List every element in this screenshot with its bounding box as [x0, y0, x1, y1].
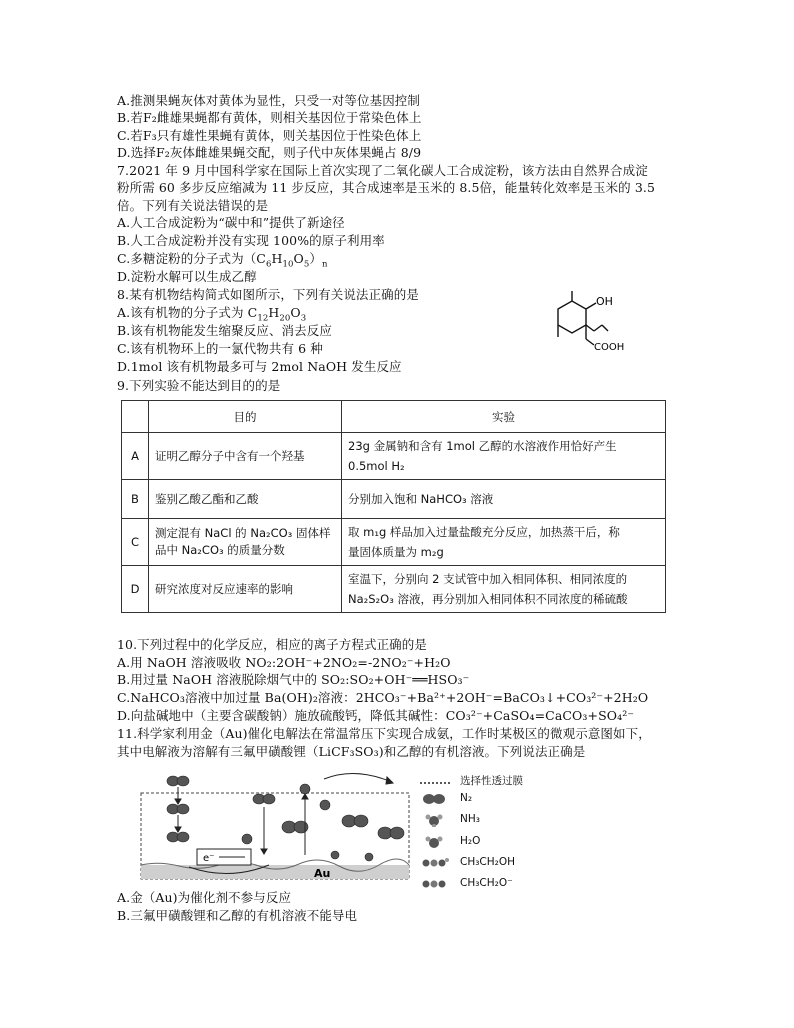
legend-ethoxide: CH₃CH₂O⁻ — [460, 877, 513, 889]
q6-option-b: B.若F₂雌雄果蝇都有黄体，则相关基因位于常染色体上 — [117, 110, 422, 125]
legend-h2o: H₂O — [460, 835, 481, 847]
row-target: 研究浓度对反应速率的影响 — [149, 566, 342, 613]
q8-option-d: D.1mol 该有机物最多可与 2mol NaOH 发生反应 — [117, 359, 402, 374]
table-header-row — [122, 401, 666, 433]
q10-stem: 10.下列过程中的化学反应，相应的离子方程式正确的是 — [117, 637, 427, 652]
nh3-legend-icon — [420, 813, 450, 830]
q10-option-b: B.用过量 NaOH 溶液脱除烟气中的 SO₂:SO₂+OH⁻══HSO₃⁻ — [117, 672, 470, 687]
q8-structure-diagram — [536, 287, 636, 357]
q6-option-d: D.选择F₂灰体雌雄果蝇交配，则子代中灰体果蝇占 8/9 — [117, 145, 422, 160]
q7-option-d: D.淀粉水解可以生成乙醇 — [117, 269, 257, 284]
cooh-label: COOH — [594, 342, 625, 353]
q7-option-a: A.人工合成淀粉为“碳中和”提供了新途径 — [117, 215, 345, 230]
q11-stem-1: 11.科学家利用金（Au)催化电解法在常温常压下实现合成氨，工作时某极区的微观示意图如下， — [117, 726, 651, 741]
table-row — [122, 480, 666, 519]
table-header-blank — [122, 401, 149, 433]
q10-option-c: C.NaHCO₃溶液中加过量 Ba(OH)₂溶液：2HCO₃⁻+Ba²⁺+2OH⁻=BaCO₃↓+CO₃²⁻+2H₂O — [117, 690, 649, 705]
q10-option-d: D.向盐碱地中（主要含碳酸钠）施放硫酸钙，降低其碱性：CO₃²⁻+CaSO₄=CaCO₃+SO₄²⁻ — [117, 708, 635, 723]
ethoxide-legend-icon — [420, 878, 450, 893]
table-header-exp: 实验 — [342, 401, 666, 433]
h2o-legend-icon — [420, 835, 450, 852]
q11-option-a: A.金（Au)为催化剂不参与反应 — [117, 890, 292, 905]
row-target: 测定混有 NaCl 的 Na₂CO₃ 固体样品中 Na₂CO₃ 的质量分数 — [149, 519, 342, 566]
row-experiment: 分别加入饱和 NaHCO₃ 溶液 — [342, 480, 666, 519]
q8-option-c: C.该有机物环上的一氯代物共有 6 种 — [117, 341, 323, 356]
q6-option-a: A.推测果蝇灰体对黄体为显性，只受一对等位基因控制 — [117, 93, 421, 108]
q6-option-c: C.若F₃只有雄性果蝇有黄体，则关基因位于性染色体上 — [117, 128, 422, 143]
q11-stem-2: 其中电解液为溶解有三氟甲磺酸锂（LiCF₃SO₃)和乙醇的有机溶液。下列说法正确是 — [117, 744, 586, 759]
table-row — [122, 566, 666, 613]
legend-nh3: NH₃ — [460, 813, 480, 825]
table-row — [122, 519, 666, 566]
q8-option-b: B.该有机物能发生缩聚反应、消去反应 — [117, 323, 332, 338]
table-row — [122, 433, 666, 480]
q7-stem-3: 倍。下列有关说法错误的是 — [117, 198, 269, 213]
legend-membrane: 选择性透过膜 — [460, 775, 523, 787]
q8-stem: 8.某有机物结构简式如图所示，下列有关说法正确的是 — [117, 287, 419, 302]
q7-option-b: B.人工合成淀粉并没有实现 100%的原子利用率 — [117, 233, 385, 248]
q9-table — [121, 400, 666, 613]
row-target: 鉴别乙酸乙酯和乙酸 — [149, 480, 342, 519]
q8-option-a: A.该有机物的分子式为 $C_{12}H_{20}O_3$ — [117, 305, 307, 324]
q7-stem-2: 粉所需 60 多步反应缩减为 11 步反应，其合成速率是玉米的 8.5倍，能量转化效率是玉米的 3.5 — [117, 180, 656, 195]
row-option: B — [122, 480, 149, 519]
au-electrode-label: Au — [314, 867, 331, 880]
row-option: C — [122, 519, 149, 566]
q7-stem-1: 7.2021 年 9 月中国科学家在国际上首次实现了二氧化碳人工合成淀粉，该方法由自然界合成淀 — [117, 163, 648, 178]
membrane-legend-icon — [420, 777, 450, 789]
ethanol-legend-icon — [420, 857, 450, 872]
row-experiment: 取 m₁g 样品加入过量盐酸充分反应，加热蒸干后，称 量固体质量为 m₂g — [342, 519, 666, 566]
q7-option-c: C.多糖淀粉的分子式为$(C_6H_{10}O_5)_n$ — [117, 251, 328, 270]
q9-stem: 9.下列实验不能达到目的的是 — [117, 378, 281, 393]
n2-legend-icon — [420, 793, 450, 808]
row-experiment: 室温下，分别向 2 支试管中加入相同体积、相同浓度的 Na₂S₂O₃ 溶液，再分别加入相同体积不同浓度的稀硫酸 — [342, 566, 666, 613]
oh-label: OH — [596, 295, 613, 308]
legend-n2: N₂ — [460, 792, 473, 804]
q10-option-a: A.用 NaOH 溶液吸收 NO₂:2OH⁻+2NO₂=-2NO₂⁻+H₂O — [117, 655, 451, 670]
legend-ethanol: CH₃CH₂OH — [460, 856, 516, 868]
row-experiment: 23g 金属钠和含有 1mol 乙醇的水溶液作用恰好产生 0.5mol H₂ — [342, 433, 666, 480]
row-option: A — [122, 433, 149, 480]
row-target: 证明乙醇分子中含有一个羟基 — [149, 433, 342, 480]
table-header-target: 目的 — [149, 401, 342, 433]
row-option: D — [122, 566, 149, 613]
electron-label: e⁻ — [203, 853, 215, 864]
q11-option-b: B.三氟甲磺酸锂和乙醇的有机溶液不能导电 — [117, 908, 358, 923]
